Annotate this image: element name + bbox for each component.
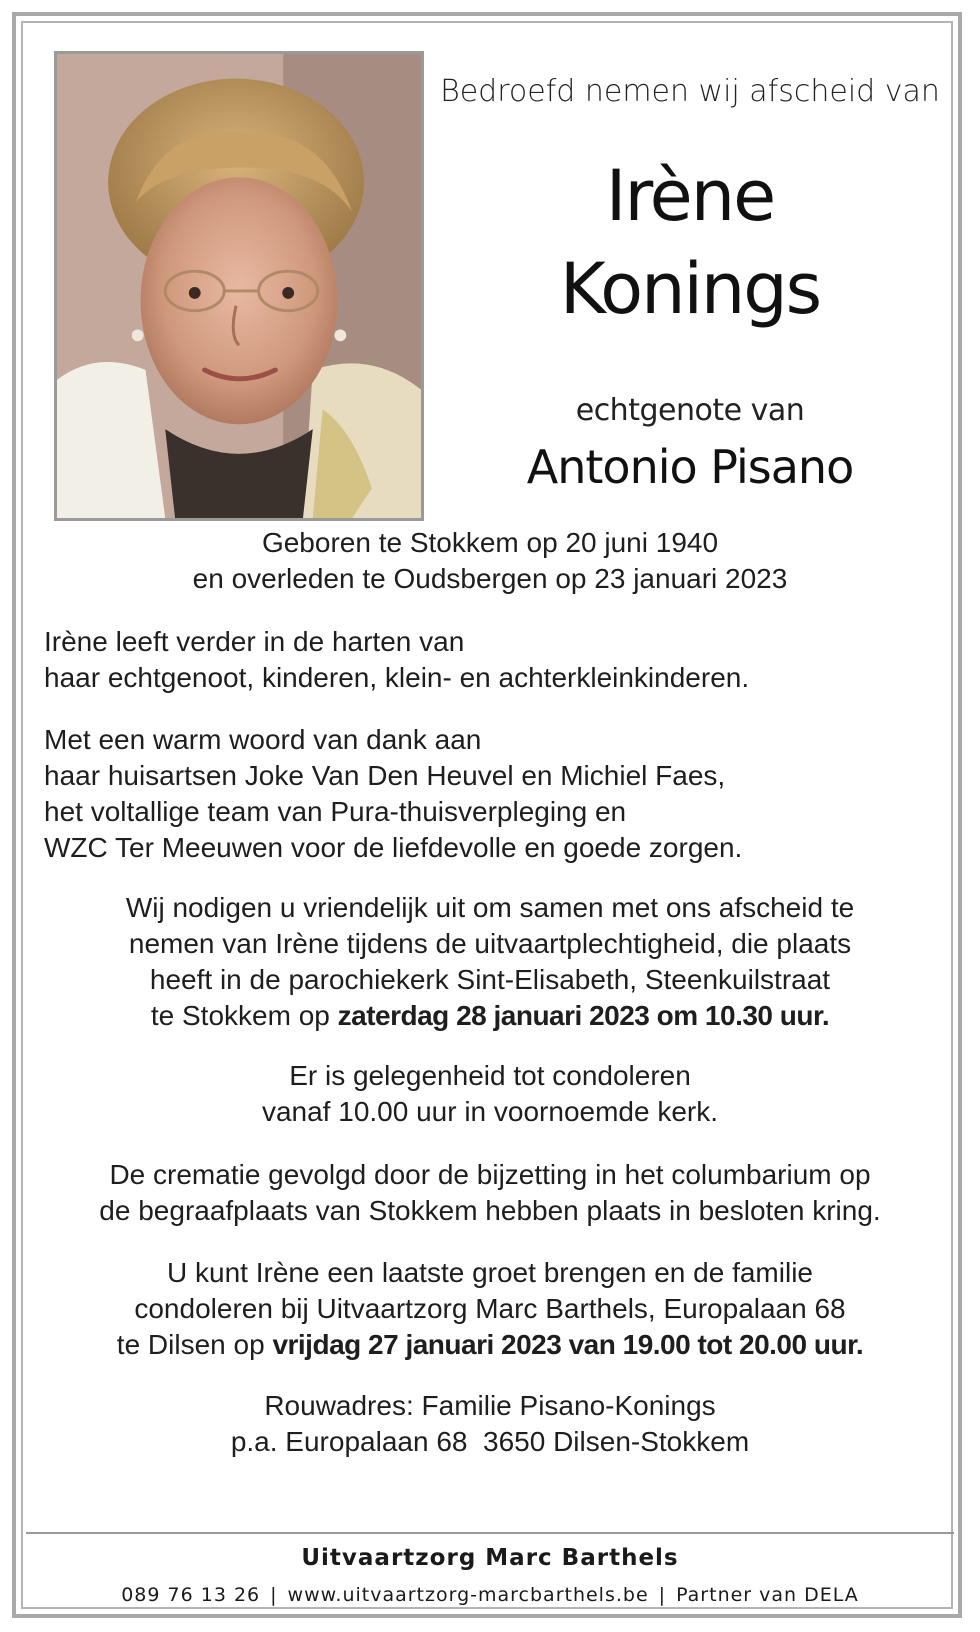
condolence-line: Er is gelegenheid tot condoleren xyxy=(289,1060,691,1091)
funeral-home-name: Uitvaartzorg Marc Barthels xyxy=(301,1545,679,1571)
ceremony-section xyxy=(30,890,950,1034)
address-line: p.a. Europalaan 68 3650 Dilsen-Stokkem xyxy=(230,1426,750,1457)
deceased-first-name: Irène xyxy=(605,155,775,237)
ceremony-date: zaterdag 28 januari 2023 om 10.30 uur. xyxy=(337,1000,830,1031)
remembered-line: Irène leeft verder in de harten van xyxy=(44,626,465,657)
partner-text: Partner van DELA xyxy=(676,1584,859,1606)
spouse-name: Antonio Pisano xyxy=(526,440,854,494)
phone-number: 089 76 13 26 xyxy=(121,1584,261,1606)
ceremony-line: nemen van Irène tijdens de uitvaartplechtigheid, die plaats xyxy=(128,928,852,959)
church-condolence-section xyxy=(30,1058,950,1130)
spouse-label: echtgenote van xyxy=(575,393,805,428)
footer-divider xyxy=(26,1532,954,1534)
footer-contact xyxy=(30,1584,950,1606)
birth-death-section xyxy=(30,525,950,597)
portrait-illustration xyxy=(57,54,421,518)
thanks-line: haar huisartsen Joke Van Den Heuvel en Michiel Faes, xyxy=(44,760,726,791)
website-link[interactable]: www.uitvaartzorg-marcbarthels.be xyxy=(287,1584,649,1606)
address-line: Rouwadres: Familie Pisano-Konings xyxy=(264,1390,716,1421)
thanks-line: Met een warm woord van dank aan xyxy=(44,724,482,755)
thanks-section xyxy=(44,722,944,866)
visitation-line: U kunt Irène een laatste groet brengen en de familie xyxy=(167,1257,813,1288)
intro-text: Bedroefd nemen wij afscheid van xyxy=(440,74,940,109)
ceremony-line: heeft in de parochiekerk Sint-Elisabeth, Steenkuilstraat xyxy=(149,964,831,995)
ceremony-line: Wij nodigen u vriendelijk uit om samen met ons afscheid te xyxy=(125,892,855,923)
thanks-line: het voltallige team van Pura-thuisverpleging en xyxy=(44,796,627,827)
visitation-section xyxy=(30,1255,950,1363)
address-section xyxy=(30,1388,950,1460)
visitation-date: vrijdag 27 januari 2023 van 19.00 tot 20.00 uur. xyxy=(272,1329,864,1360)
thanks-line: WZC Ter Meeuwen voor de liefdevolle en goede zorgen. xyxy=(44,832,743,863)
visitation-date-line xyxy=(30,1327,950,1363)
death-line: en overleden te Oudsbergen op 23 januari 2023 xyxy=(192,563,788,594)
condolence-line: vanaf 10.00 uur in voornoemde kerk. xyxy=(261,1096,719,1127)
separator: | xyxy=(658,1584,667,1606)
cremation-section xyxy=(30,1157,950,1229)
cremation-line: de begraafplaats van Stokkem hebben plaats in besloten kring. xyxy=(99,1195,881,1226)
ceremony-date-prefix: te Stokkem op xyxy=(150,1000,338,1031)
birth-line: Geboren te Stokkem op 20 juni 1940 xyxy=(261,527,719,558)
visitation-date-prefix: te Dilsen op xyxy=(116,1329,273,1360)
portrait-photo xyxy=(54,51,424,521)
cremation-line: De crematie gevolgd door de bijzetting in het columbarium op xyxy=(109,1159,871,1190)
remembered-line: haar echtgenoot, kinderen, klein- en achterkleinkinderen. xyxy=(44,662,750,693)
deceased-last-name: Konings xyxy=(559,248,821,330)
visitation-line: condoleren bij Uitvaartzorg Marc Barthels, Europalaan 68 xyxy=(134,1293,846,1324)
ceremony-date-line xyxy=(30,998,950,1034)
separator: | xyxy=(270,1584,278,1606)
remembered-section xyxy=(44,624,944,696)
